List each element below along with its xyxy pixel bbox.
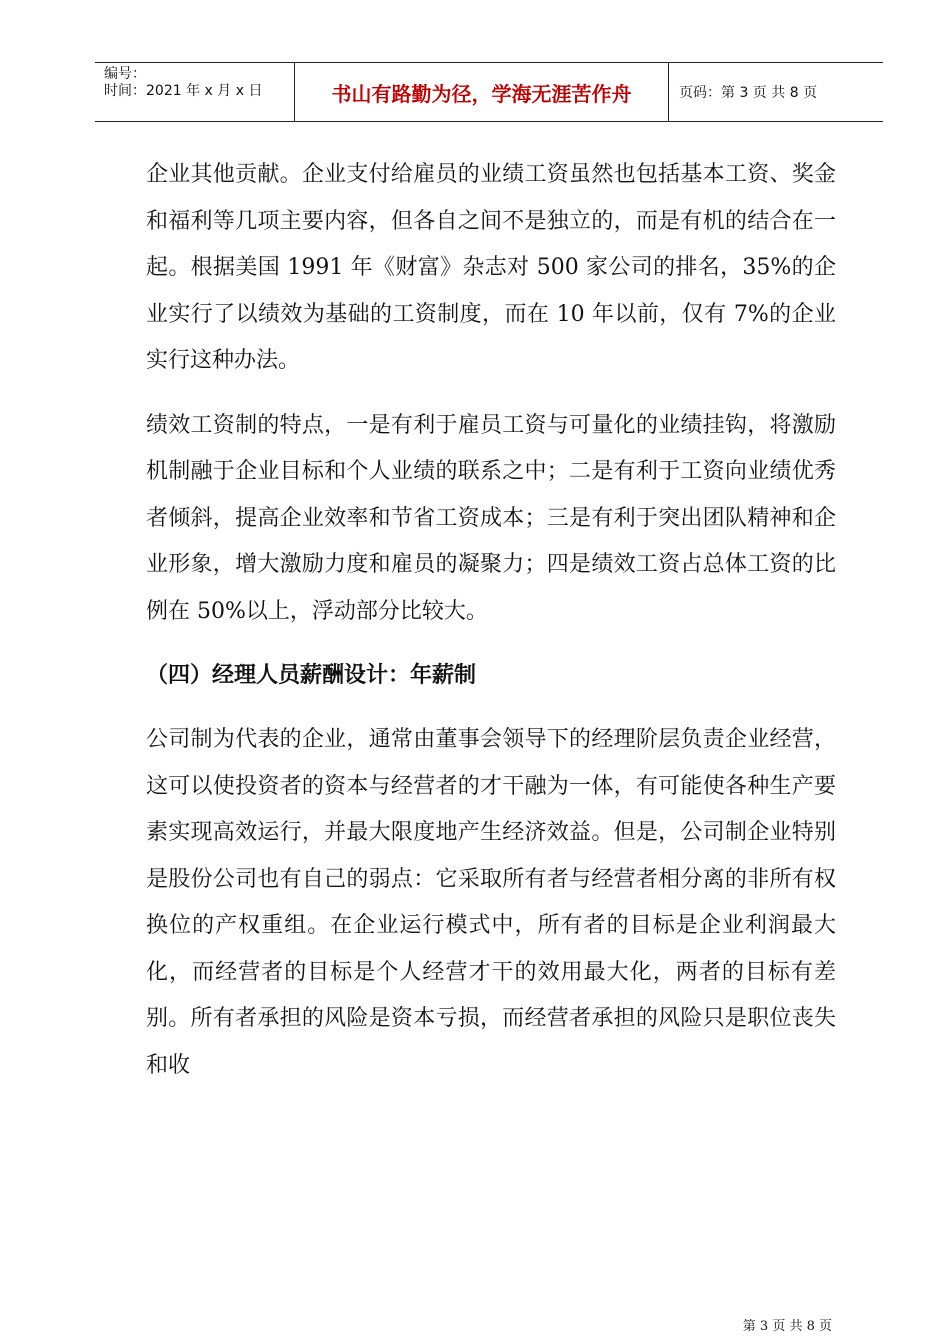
- header-motto: 书山有路勤为径，学海无涯苦作舟: [295, 63, 669, 121]
- section-heading: （四）经理人员薪酬设计：年薪制: [146, 663, 477, 688]
- header-page-number: 页码：第 3 页 共 8 页: [679, 85, 818, 101]
- page-footer: 第 3 页 共 8 页: [742, 1319, 832, 1334]
- document-time-label: 时间：2021 年 x 月 x 日: [104, 83, 263, 99]
- document-number-label: 编号：: [104, 66, 146, 82]
- page-header: [95, 62, 883, 122]
- body-paragraph: 企业其他贡献。企业支付给雇员的业绩工资虽然也包括基本工资、奖金和福利等几项主要内容，但各自之间不是独立的，而是有机的结合在一起。根据美国 1991 年《财富》杂志对 500 家公司的排名，35%的企业实行了以绩效为基础的工资制度，而在 10 年以前，仅有 7%的企业实行这种办法。: [146, 162, 836, 373]
- body-paragraph: 公司制为代表的企业，通常由董事会领导下的经理阶层负责企业经营，这可以使投资者的资本与经营者的才干融为一体，有可能使各种生产要素实现高效运行，并最大限度地产生经济效益。但是，公司制企业特别是股份公司也有自己的弱点：它采取所有者与经营者相分离的非所有权换位的产权重组。在企业运行模式中，所有者的目标是企业利润最大化，而经营者的目标是个人经营才干的效用最大化，两者的目标有差别。所有者承担的风险是资本亏损，而经营者承担的风险只是职位丧失和收: [146, 727, 836, 1078]
- header-meta: [95, 63, 295, 121]
- document-body: [146, 152, 836, 1089]
- body-paragraph: 绩效工资制的特点，一是有利于雇员工资与可量化的业绩挂钩，将激励机制融于企业目标和个人业绩的联系之中；二是有利于工资向业绩优秀者倾斜，提高企业效率和节省工资成本；三是有利于突出团队精神和企业形象，增大激励力度和雇员的凝聚力；四是绩效工资占总体工资的比例在 50%以上，浮动部分比较大。: [146, 412, 836, 624]
